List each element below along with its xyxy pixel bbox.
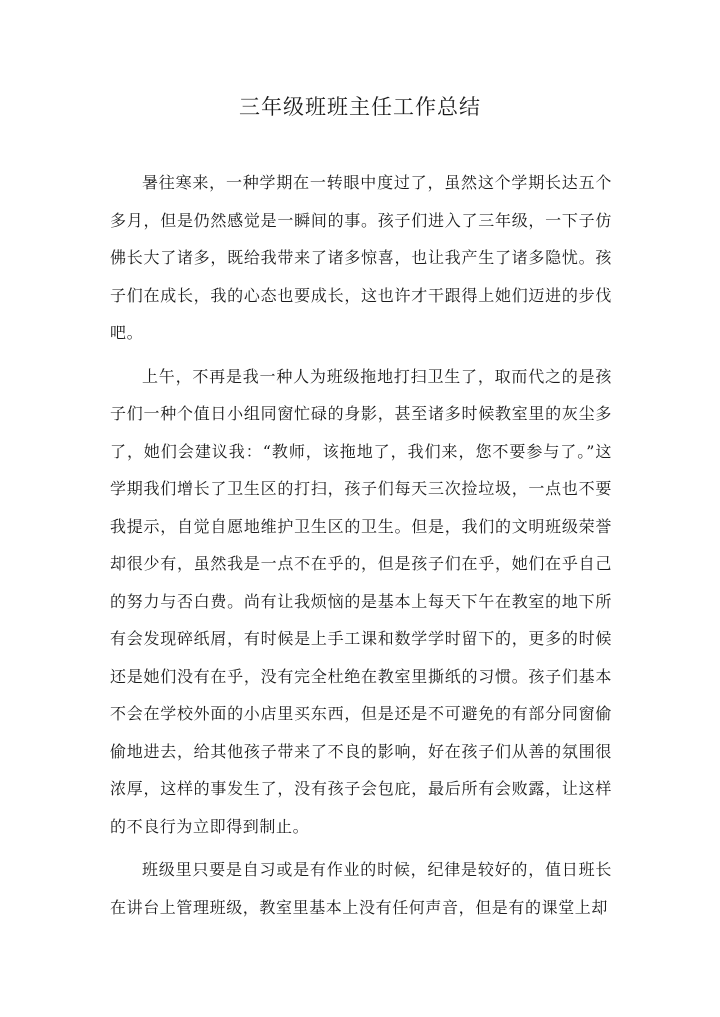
paragraph-1: 暑往寒来，一种学期在一转眼中度过了，虽然这个学期长达五个多月，但是仍然感觉是一瞬间的事。孩子们进入了三年级，一下子仿佛长大了诸多，既给我带来了诸多惊喜，也让我产生了诸多隐忧。孩子们在成长，我的心态也要成长，这也许才干跟得上她们迈进的步伐吧。 bbox=[110, 173, 612, 342]
document-title: 三年级班班主任工作总结 bbox=[239, 95, 481, 119]
paragraph-3: 班级里只要是自习或是有作业的时候，纪律是较好的，值日班长在讲台上管理班级，教室里基本上没有任何声音，但是有的课堂上却 bbox=[110, 860, 612, 917]
paragraph-2: 上午，不再是我一种人为班级拖地打扫卫生了，取而代之的是孩子们一种个值日小组同窗忙碌的身影，甚至诸多时候教室里的灰尘多了，她们会建议我：“教师，该拖地了，我们来，您不要参与了。”这学期我们增长了卫生区的打扫，孩子们每天三次捡垃圾，一点也不要我提示，自觉自愿地维护卫生区的卫生。但是，我们的文明班级荣誉却很少有，虽然我是一点不在乎的，但是孩子们在乎，她们在乎自己的努力与否白费。尚有让我烦恼的是基本上每天下午在教室的地下所有会发现碎纸屑，有时候是上手工课和数学学时留下的，更多的时候还是她们没有在乎，没有完全杜绝在教室里撕纸的习惯。孩子们基本不会在学校外面的小店里买东西，但是还是不可避免的有部分同窗偷偷地进去，给其他孩子带来了不良的影响，好在孩子们从善的氛围很浓厚，这样的事发生了，没有孩子会包庇，最后所有会败露，让这样的不良行为立即得到制止。 bbox=[110, 366, 612, 836]
document-body bbox=[110, 164, 612, 932]
